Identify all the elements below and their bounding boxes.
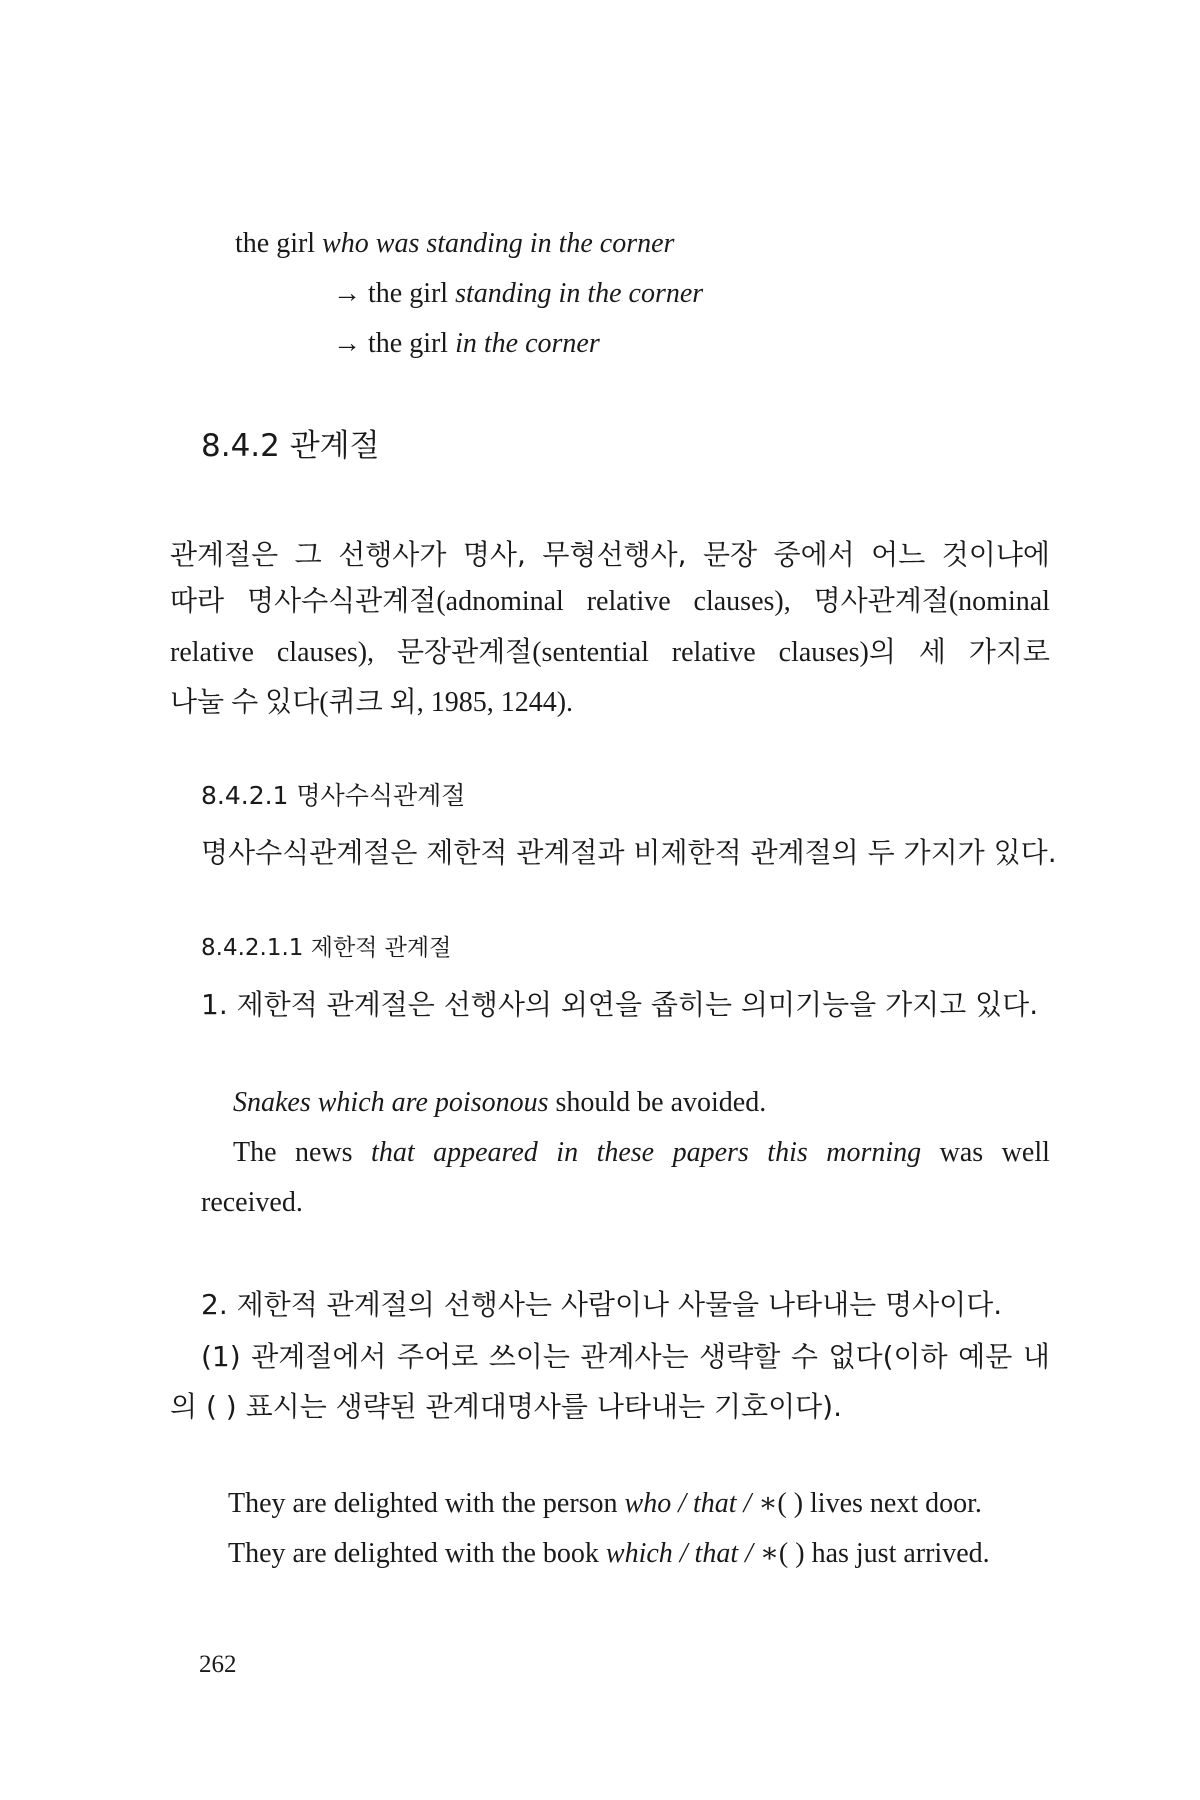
word: 따라 bbox=[170, 586, 225, 617]
paragraph-line: 의 ( ) 표시는 생략된 관계대명사를 나타내는 기호이다). bbox=[170, 1390, 842, 1423]
paragraph-line bbox=[170, 538, 1050, 572]
word: 명사, bbox=[462, 538, 526, 571]
word: 수 bbox=[790, 1340, 818, 1373]
word: 생략할 bbox=[699, 1340, 781, 1373]
example-text: ∗( ) lives next door. bbox=[758, 1488, 982, 1519]
example-sentence: received. bbox=[201, 1187, 303, 1218]
word: 문장관계절(sentential bbox=[396, 637, 649, 668]
word: (1) bbox=[201, 1340, 241, 1373]
word: morning bbox=[826, 1137, 922, 1168]
word: was bbox=[939, 1137, 984, 1168]
word: 내 bbox=[1022, 1340, 1050, 1373]
word: clauses), bbox=[693, 586, 791, 617]
page-number: 262 bbox=[199, 1651, 237, 1678]
paragraph-line bbox=[170, 636, 1050, 670]
example-line bbox=[333, 277, 703, 311]
example-italic: Snakes which are poisonous bbox=[233, 1087, 549, 1118]
example-line bbox=[333, 327, 600, 361]
word: relative bbox=[170, 637, 254, 668]
example-text: ∗( ) has just arrived. bbox=[759, 1538, 990, 1569]
subsubsection-heading: 8.4.2.1.1 제한적 관계절 bbox=[201, 935, 452, 961]
word: 없다(이하 bbox=[828, 1340, 948, 1373]
word: 무형선행사, bbox=[542, 538, 687, 571]
word: 쓰이는 bbox=[488, 1340, 570, 1373]
paragraph-line bbox=[170, 585, 1050, 619]
example-sentence bbox=[228, 1487, 982, 1521]
example-text: the girl bbox=[235, 228, 323, 259]
word: this bbox=[767, 1137, 808, 1168]
example-text: They are delighted with the person bbox=[228, 1488, 625, 1519]
word: relative bbox=[586, 586, 671, 617]
word: papers bbox=[672, 1137, 749, 1168]
word: clauses), bbox=[276, 637, 375, 668]
paragraph-line bbox=[201, 1340, 1050, 1374]
word: clauses)의 bbox=[778, 637, 896, 668]
example-italic: standing in the corner bbox=[455, 278, 704, 309]
word: 선행사가 bbox=[338, 538, 447, 571]
word: these bbox=[596, 1137, 655, 1168]
word: 문장 bbox=[702, 538, 758, 571]
word: 중에서 bbox=[773, 538, 855, 571]
word: 그 bbox=[294, 538, 322, 571]
example-text: the girl bbox=[361, 328, 456, 359]
word: appeared bbox=[433, 1137, 538, 1168]
example-sentence bbox=[233, 1136, 1050, 1170]
example-italic: in the corner bbox=[455, 328, 600, 359]
word: 명사관계절(nominal bbox=[813, 586, 1050, 617]
example-line bbox=[235, 227, 674, 261]
arrow-icon: → bbox=[333, 328, 361, 359]
word: 것이냐에 bbox=[941, 538, 1050, 571]
example-sentence bbox=[228, 1537, 990, 1571]
word: 주어로 bbox=[397, 1340, 479, 1373]
word: 예문 bbox=[958, 1340, 1013, 1373]
word: 어느 bbox=[871, 538, 926, 571]
word: relative bbox=[671, 637, 756, 668]
word: in bbox=[556, 1137, 579, 1168]
word: that bbox=[371, 1137, 415, 1168]
example-sentence bbox=[233, 1086, 766, 1120]
numbered-point: 2. 제한적 관계절의 선행사는 사람이나 사물을 나타내는 명사이다. bbox=[201, 1288, 1003, 1321]
word: well bbox=[1001, 1137, 1050, 1168]
numbered-point: 1. 제한적 관계절은 선행사의 외연을 좁히는 의미기능을 가지고 있다. bbox=[201, 988, 1039, 1021]
word: 세 bbox=[918, 637, 946, 668]
example-italic: who / that / bbox=[624, 1488, 759, 1519]
word: news bbox=[295, 1137, 353, 1168]
example-text: the girl bbox=[361, 278, 456, 309]
word: The bbox=[233, 1137, 277, 1168]
word: 명사수식관계절(adnominal bbox=[246, 586, 564, 617]
section-heading: 8.4.2 관계절 bbox=[201, 428, 380, 464]
arrow-icon: → bbox=[333, 278, 361, 309]
example-text: should be avoided. bbox=[548, 1087, 767, 1118]
word: 관계절에서 bbox=[251, 1340, 387, 1373]
example-text: They are delighted with the book bbox=[228, 1538, 606, 1569]
subsection-heading: 8.4.2.1 명사수식관계절 bbox=[201, 781, 466, 810]
example-italic: who was standing in the corner bbox=[322, 228, 675, 259]
paragraph-line: 명사수식관계절은 제한적 관계절과 비제한적 관계절의 두 가지가 있다. bbox=[201, 836, 1057, 869]
word: 가지로 bbox=[968, 637, 1050, 668]
word: 관계절은 bbox=[170, 538, 279, 571]
word: 관계사는 bbox=[580, 1340, 689, 1373]
paragraph-line: 나눌 수 있다(퀴크 외, 1985, 1244). bbox=[170, 687, 574, 718]
example-italic: which / that / bbox=[605, 1538, 760, 1569]
